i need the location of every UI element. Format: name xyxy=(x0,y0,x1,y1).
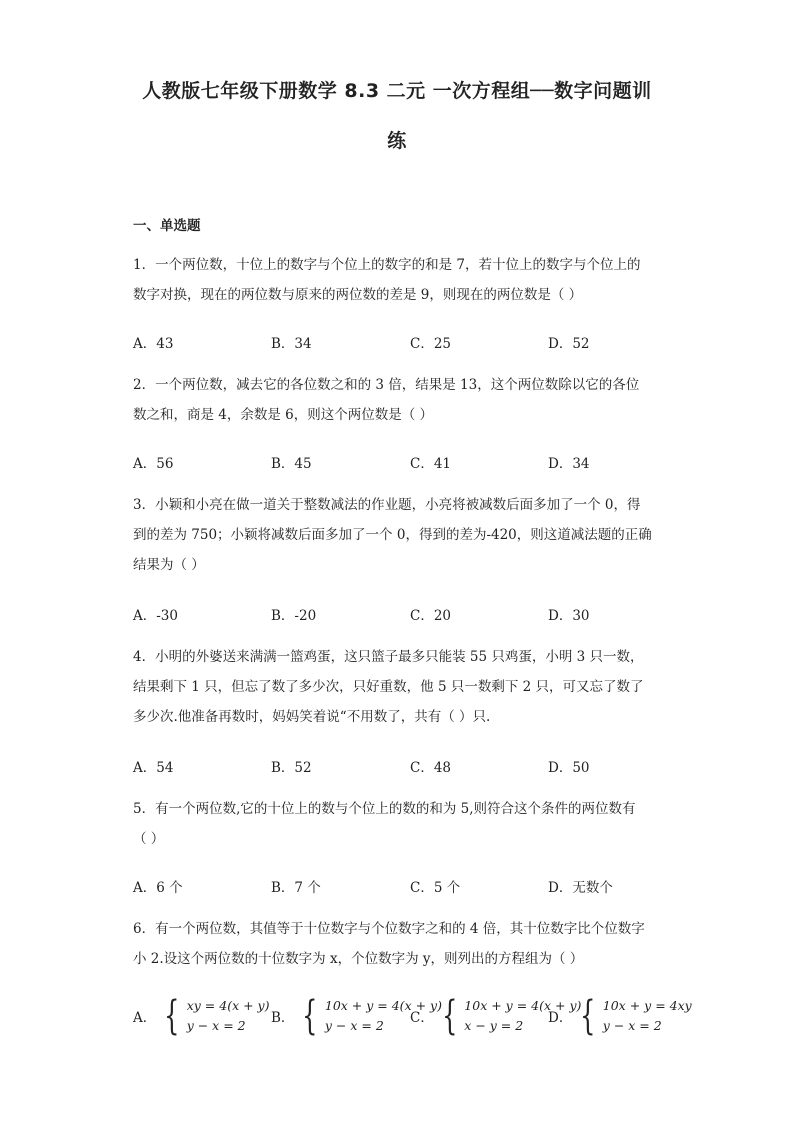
equation-system xyxy=(187,996,270,1036)
section-heading: 一、单选题 xyxy=(133,218,201,234)
question-line: 1．一个两位数，十位上的数字与个位上的数字的和是 7，若十位上的数字与个位上的 xyxy=(133,257,641,273)
question-6 xyxy=(133,914,673,974)
option-label: D． xyxy=(548,1010,573,1026)
options-4 xyxy=(133,756,693,782)
page-title xyxy=(0,66,794,166)
equation: y − x = 2 xyxy=(324,1018,384,1033)
brace-icon: { xyxy=(164,993,180,1039)
question-line: 结果为（ ） xyxy=(133,557,205,573)
question-3 xyxy=(133,490,673,580)
option-a[interactable]: A．54 xyxy=(133,760,174,776)
question-2 xyxy=(133,370,673,430)
option-b[interactable]: B．45 xyxy=(271,456,312,472)
question-line: 数字对换，现在的两位数与原来的两位数的差是 9，则现在的两位数是（ ） xyxy=(133,287,583,303)
title-line-1: 人教版七年级下册数学 8.3 二元 一次方程组──数字问题训 xyxy=(142,80,652,102)
equation: 10x + y = 4(x + y) xyxy=(464,998,582,1013)
options-2 xyxy=(133,452,693,478)
options-3 xyxy=(133,604,693,630)
options-5 xyxy=(133,876,693,902)
option-d[interactable]: D．无数个 xyxy=(548,880,613,896)
title-line-2: 练 xyxy=(387,130,407,152)
option-b[interactable]: B．52 xyxy=(271,760,312,776)
option-c[interactable]: C．25 xyxy=(410,336,452,352)
brace-icon: { xyxy=(302,993,318,1039)
question-line: （ ） xyxy=(133,831,165,847)
brace-icon: { xyxy=(441,993,458,1039)
options-1 xyxy=(133,332,693,358)
question-1 xyxy=(133,250,673,310)
option-a[interactable]: A．43 xyxy=(133,336,174,352)
option-c[interactable]: C．20 xyxy=(410,608,452,624)
option-b[interactable]: B．34 xyxy=(271,336,312,352)
option-c[interactable]: C．48 xyxy=(410,760,452,776)
question-4 xyxy=(133,642,673,732)
brace-icon: { xyxy=(580,993,596,1039)
equation-system xyxy=(603,996,692,1036)
option-d[interactable]: D．52 xyxy=(548,336,590,352)
question-line: 到的差为 750；小颖将减数后面多加了一个 0，得到的差为-420，则这道减法题的正确 xyxy=(133,527,652,543)
option-label: C． xyxy=(410,1010,434,1026)
option-d[interactable]: D．30 xyxy=(548,608,590,624)
question-line: 6．有一个两位数，其值等于十位数字与个位数字之和的 4 倍，其十位数字比个位数字 xyxy=(133,921,645,937)
question-line: 5．有一个两位数,它的十位上的数与个位上的数的和为 5,则符合这个条件的两位数有 xyxy=(133,801,636,817)
question-line: 3．小颖和小亮在做一道关于整数减法的作业题，小亮将被减数后面多加了一个 0，得 xyxy=(133,497,641,513)
option-a[interactable]: A．-30 xyxy=(133,608,178,624)
option-label: B． xyxy=(271,1010,295,1026)
option-a[interactable] xyxy=(133,993,270,1039)
options-6 xyxy=(133,993,693,1040)
option-d[interactable]: D．34 xyxy=(548,456,590,472)
option-d[interactable]: D．50 xyxy=(548,760,590,776)
equation: 10x + y = 4(x + y) xyxy=(324,998,442,1013)
equation: y − x = 2 xyxy=(186,1018,246,1033)
question-line: 结果剩下 1 只，但忘了数了多少次，只好重数，他 5 只一数剩下 2 只，可又忘了数了 xyxy=(133,679,644,695)
equation: xy = 4(x + y) xyxy=(186,998,270,1013)
equation: x − y = 2 xyxy=(464,1018,524,1033)
question-5 xyxy=(133,794,673,854)
question-line: 4．小明的外婆送来满满一篮鸡蛋，这只篮子最多只能装 55 只鸡蛋，小明 3 只一数， xyxy=(133,649,644,665)
equation: y − x = 2 xyxy=(602,1018,662,1033)
question-line: 多少次.他准备再数时，妈妈笑着说“不用数了，共有（ ）只. xyxy=(133,709,491,725)
equation: 10x + y = 4xy xyxy=(602,998,692,1013)
option-b[interactable]: B．7 个 xyxy=(271,880,321,896)
option-d[interactable] xyxy=(548,993,692,1039)
option-c[interactable]: C．5 个 xyxy=(410,880,461,896)
option-a[interactable]: A．6 个 xyxy=(133,880,183,896)
question-line: 小 2.设这个两位数的十位数字为 x，个位数字为 y，则列出的方程组为（ ） xyxy=(133,951,584,967)
option-b[interactable]: B．-20 xyxy=(271,608,317,624)
option-label: A． xyxy=(133,1010,157,1026)
question-line: 数之和，商是 4，余数是 6，则这个两位数是（ ） xyxy=(133,407,434,423)
question-line: 2．一个两位数，减去它的各位数之和的 3 倍，结果是 13，这个两位数除以它的各位 xyxy=(133,377,640,393)
option-a[interactable]: A．56 xyxy=(133,456,174,472)
option-c[interactable]: C．41 xyxy=(410,456,452,472)
